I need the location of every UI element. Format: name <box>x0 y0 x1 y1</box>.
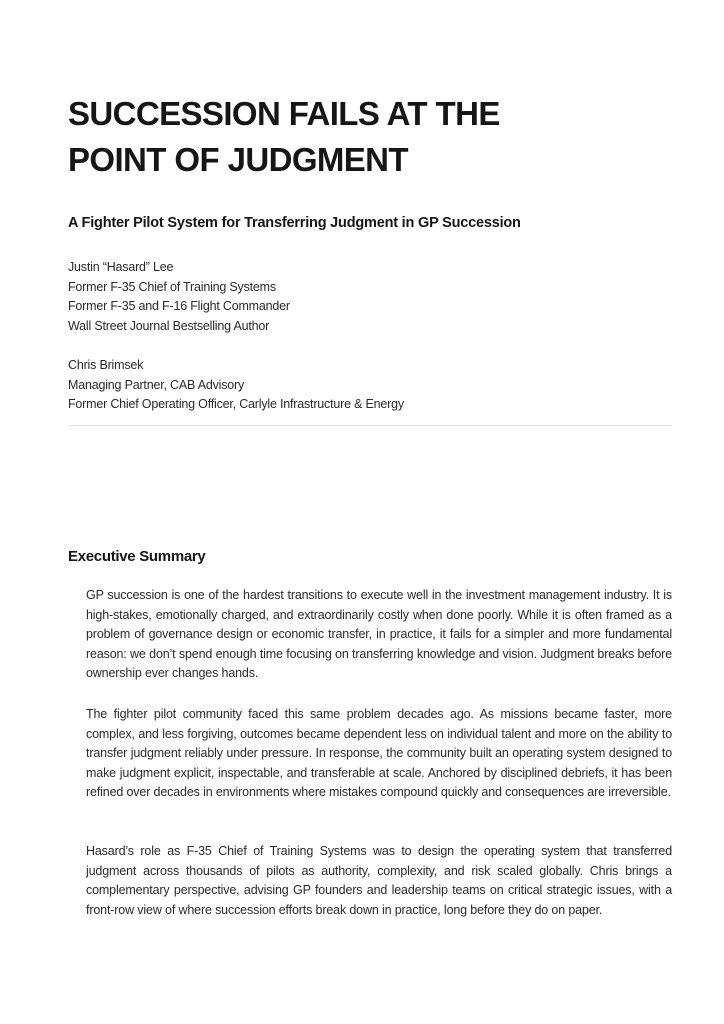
summary-paragraph-2: The fighter pilot community faced this same problem decades ago. As missions became faster, more complex, and less forgiving, outcomes became dependent less on individual talent and more on the ability to transfer judgment reliably under pressure. In response, the community built an operating system designed to make judgment explicit, inspectable, and transferable at scale. Anchored by disciplined debriefs, it has been refined over decades in environments where mistakes compound quickly and consequences are irreversible. <box>86 707 672 800</box>
author-credential: Managing Partner, CAB Advisory <box>68 377 245 392</box>
document-title <box>68 91 500 183</box>
author-block-brimsek <box>68 356 404 415</box>
section-divider <box>68 425 672 426</box>
executive-summary-heading: Executive Summary <box>68 548 206 565</box>
title-line-1: SUCCESSION FAILS AT THE <box>68 95 500 132</box>
author-name: Justin “Hasard” Lee <box>68 260 174 274</box>
document-subtitle: A Fighter Pilot System for Transferring Judgment in GP Succession <box>68 215 521 231</box>
author-credential: Former Chief Operating Officer, Carlyle Infrastructure & Energy <box>68 397 404 411</box>
author-name: Chris Brimsek <box>68 358 144 372</box>
author-credential: Wall Street Journal Bestselling Author <box>68 318 270 333</box>
author-block-lee <box>68 258 290 336</box>
title-line-2: POINT OF JUDGMENT <box>68 141 408 178</box>
author-credential: Former F-35 Chief of Training Systems <box>68 279 276 294</box>
author-credential: Former F-35 and F-16 Flight Commander <box>68 299 290 313</box>
summary-paragraph-1: GP succession is one of the hardest transitions to execute well in the investment management industry. It is high-stakes, emotionally charged, and extraordinarily costly when done poorly. While it is often framed as a problem of governance design or economic transfer, in practice, it fails for a simpler and more fundamental reason: we don’t spend enough time focusing on transferring knowledge and vision. Judgment breaks before ownership ever changes hands. <box>86 588 672 681</box>
summary-paragraph-3: Hasard’s role as F-35 Chief of Training Systems was to design the operating system that transferred judgment across thousands of pilots as authority, complexity, and risk scaled globally. Chris brings a complementary perspective, advising GP founders and leadership teams on critical strategic issues, with a front-row view of where succession efforts break down in practice, long before they do on paper. <box>86 844 672 917</box>
